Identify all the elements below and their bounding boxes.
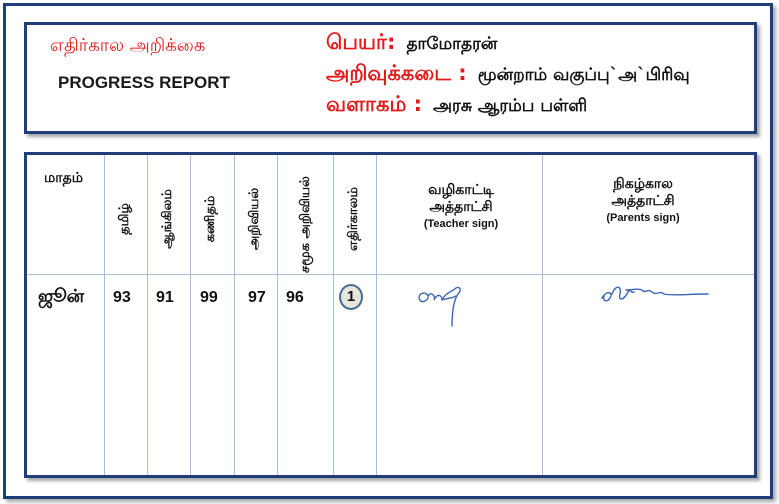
class-value: மூன்றாம் வகுப்பு`அ`பிரிவு xyxy=(477,65,690,85)
parent-sign-english: (Parents sign) xyxy=(606,212,680,224)
grid-divider xyxy=(376,155,377,475)
school-row xyxy=(326,92,587,119)
grid-divider xyxy=(333,155,334,475)
grid-divider xyxy=(104,155,105,475)
mark-maths: 99 xyxy=(200,289,218,306)
subject-header-maths: கணிதம் xyxy=(203,195,218,243)
name-label: பெயர்: xyxy=(326,30,396,54)
school-label: வளாகம் : xyxy=(326,92,423,116)
header-row-divider xyxy=(27,274,754,275)
parent-signature-icon xyxy=(598,280,710,310)
subject-header-science: அறிவியல் xyxy=(247,187,262,251)
subject-header-social-science: சமூக அறிவியல் xyxy=(298,176,313,273)
grid-divider xyxy=(147,155,148,475)
mark-tamil: 93 xyxy=(113,289,131,306)
name-value: தாமோதரன் xyxy=(406,34,498,54)
grid-divider xyxy=(190,155,191,475)
grid-divider xyxy=(277,155,278,475)
month-header: மாதம் xyxy=(44,170,83,186)
mark-science: 97 xyxy=(248,289,266,306)
parent-sign-title: நிகழ்கால அத்தாட்சி xyxy=(611,176,675,209)
mark-english: 91 xyxy=(156,289,174,306)
grid-divider xyxy=(542,155,543,475)
class-label: அறிவுக்கடை : xyxy=(326,61,467,85)
report-title-english: PROGRESS REPORT xyxy=(58,73,230,92)
subject-header-english: ஆங்கிலம் xyxy=(160,189,175,249)
teacher-sign-title: வழிகாட்டி அத்தாட்சி xyxy=(428,182,494,215)
class-row xyxy=(326,61,690,88)
teacher-signature-icon xyxy=(412,280,472,332)
teacher-sign-header xyxy=(396,182,526,230)
mark-social-science: 96 xyxy=(286,289,304,306)
school-value: அரசு ஆரம்ப பள்ளி xyxy=(433,96,588,116)
subject-header-tamil: தமிழ் xyxy=(117,203,132,235)
grade-badge: 1 xyxy=(339,284,363,310)
row-month: ஜூன் xyxy=(38,286,85,307)
grade-header: எதிர்காலம் xyxy=(346,187,361,251)
report-title-tamil: எதிர்கால அறிக்கை xyxy=(50,35,206,56)
grid-divider xyxy=(234,155,235,475)
parent-sign-header xyxy=(578,176,708,224)
student-name-row xyxy=(326,30,497,57)
teacher-sign-english: (Teacher sign) xyxy=(423,218,499,230)
